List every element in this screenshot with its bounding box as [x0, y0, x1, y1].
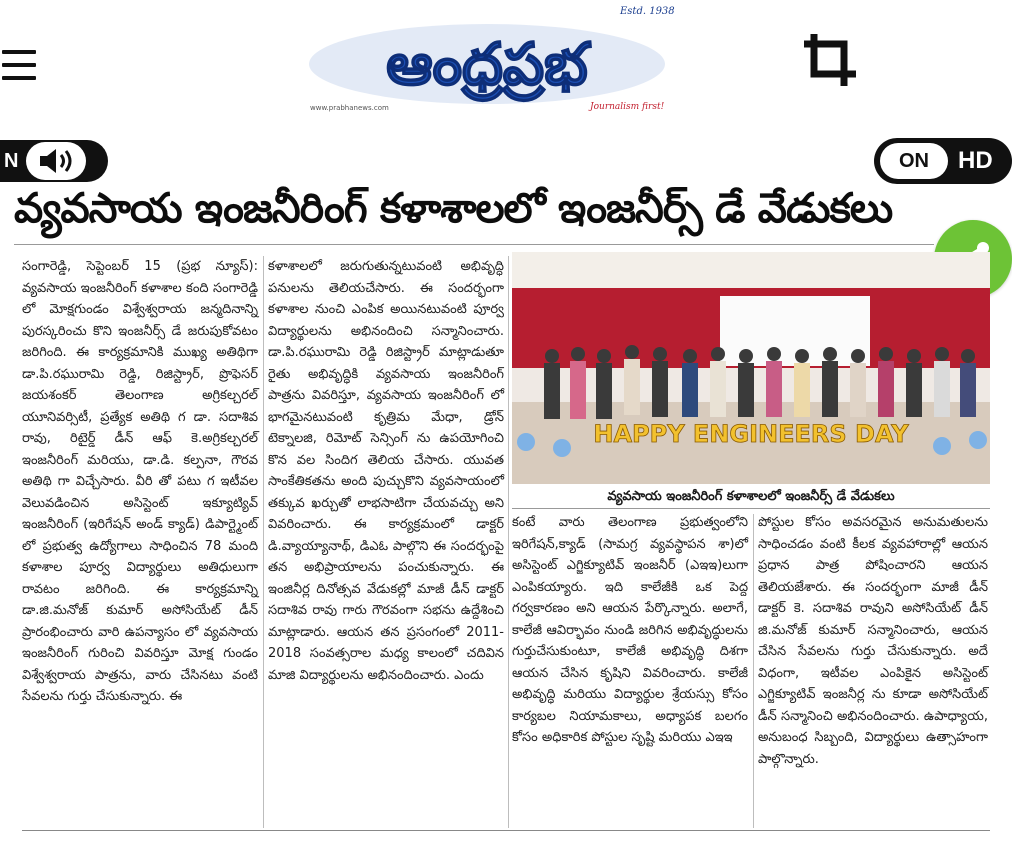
- photo-banner-text: HAPPY ENGINEERS DAY: [593, 420, 909, 448]
- hd-toggle[interactable]: [874, 138, 1012, 184]
- column-1-text: సంగారెడ్డి, సెప్టెంబర్ 15 (ప్రభ న్యూస్): వ్యవసాయ ఇంజనీరింగ్ కళాశాల కంది సంగారెడ్డి లో మోక్షగుండం విశ్వేశ్వరాయ జన్మదినాన్ని పురస్కరించు కొని ఇంజనీర్స్ డే జరుపుకోవటం జరిగింది. ఈ కార్యక్రమానికి ముఖ్య అతిథిగా డా.పి.రఘురామి రెడ్డి, రిజిస్ట్రార్, ప్రొఫెసర్ జయశంకర్ తెలంగాణ అగ్రికల్చరల్ యూనివర్సిటీ, ప్రత్యేక అతిథి గ డా. సదాశివ రావు, రిటైర్డ్ డీన్ ఆఫ్ కె.అగ్రికల్చరల్ ఇంజనీరింగ్ మరియు, డా.డి. కల్పనా, గౌరవ అతిథి గా విచ్చేసారు. వీరి తో పటు గ ఇటీవల వెలువడించిన అసిస్టెంట్ ఇక్యూట్యివ్ ఇంజనీరింగ్ (ఇరిగేషన్ అండ్ క్యాడ్) డిపార్ట్మెంట్ లో ప్రభుత్వ ఉద్యోగాలు సాధించిన 78 మంది కళాశాల పూర్వ విద్యార్థులు అతిధులుగా రావటం జరిగింది. ఈ కార్యక్రమాన్ని డా.జి.మనోజ్ కుమార్ అసోసియేట్ డీన్ ప్రారంభించారు వారి ఉపన్యాసం లో వ్యవసాయ ఇంజనీరింగ్ గురించి వివరిస్తూ మోక్ష గుండం విశ్వేశ్వరాయ పాత్రను, వారు చేసినటు వంటి సేవలను గుర్తు చేసుకున్నారు. ఈ: [22, 259, 258, 704]
- article-column-4: [758, 512, 988, 770]
- column-divider: [263, 256, 264, 828]
- headline-divider: [14, 244, 934, 245]
- column-divider: [753, 514, 754, 828]
- column-3-text: కంటే వారు తెలంగాణ ప్రభుత్వంలోని ఇరిగేషన్,క్యాడ్ (సామగ్ర వ్యవస్థాపన శా)లో అసిస్టెంట్ ఎగ్జిక్యూటివ్ ఇంజనీర్ (ఎఇఇ)లుగా ఎంపికయ్యారు. ఇది కాలేజీకి ఒక పెద్ద గర్వకారణం అని ఆయన పేర్కొన్నారు. అలాగే, కాలేజీ ఆవిర్భావం నుండి జరిగిన అభివృద్ధులను గుర్తుచేసుకుంటూ, కాలేజీ అభివృద్ధి దిశగా ఆయన చేసిన కృషిని వివరించారు. కాలేజీ అభివృద్ధి మరియు విద్యార్థుల శ్రేయస్సు కోసం కార్యబల నియామకాలు, అధ్యాపక బలగం కోసం అధికారిక పోస్టుల సృష్టి మరియు ఎఇఇ: [512, 515, 748, 745]
- column-divider: [508, 256, 509, 828]
- article-column-3: [512, 512, 748, 749]
- crop-icon[interactable]: [800, 30, 860, 90]
- menu-icon[interactable]: [2, 50, 36, 80]
- photo-caption: వ్యవసాయ ఇంజనీరింగ్ కళాశాలలో ఇంజనీర్స్ డే వేడుకలు: [512, 486, 990, 509]
- top-bar: [0, 0, 1012, 130]
- hd-toggle-state: ON: [880, 143, 948, 179]
- article-photo: [512, 252, 990, 484]
- bottom-divider: [22, 830, 990, 831]
- column-2-text: కళాశాలలో జరుగుతున్నటువంటి అభివృద్ధి పనులను తెలియచేసారు. ఈ సందర్భంగా కళాశాల నుంచి ఎంపిక అయినటువంటి పూర్వ విద్యార్థులను అభినందించి సన్మానించారు. డా.పి.రఘురామి రెడ్డి రిజిస్ట్రార్ మాట్లాడుతూ రైతు అభివృద్ధికి వ్యవసాయ ఇంజనీరింగ్ పాత్రను వివరిస్తూ, వ్యవసాయ ఇంజనీరింగ్ లో భాగమైనటువంటి కృత్రిమ మేధా, డ్రోన్ టెక్నాలజి, రిమోట్ సెన్సింగ్ ను ఉపయోగించి కొన వల సిందిగ తెలియ చేసారు. యువత సాంకేతికతను అంది పుచ్చుకొని వ్యవసాయంలో తక్కువ ఖర్చుతో లాభసాటిగా చేయవచ్చు అని వివరించారు. ఈ కార్యక్రమంలో డాక్టర్ డి.వ్యాయ్యానాథ్, డిఎఓ పాల్గొని ఈ సందర్భంపై తన అభిప్రాయాలను పంచుకున్నారు. ఈ ఇంజినీర్ల దినోత్సవ వేడుకల్లో మాజీ డీన్ డాక్టర్ సదాశివ రావు గారు గౌరవంగా సభను ఉద్దేశించి మాట్లాడారు. ఆయన తన ప్రసంగంలో 2011-2018 సంవత్సరాల మధ్య కాలంలో చదివిన మాజి విద్యార్థులను అభినందించారు. ఎందు: [268, 259, 504, 683]
- column-4-text: పోస్టుల కోసం అవసరమైన అనుమతులను సాధించడం వంటి కీలక వ్యవహారాల్లో ఆయన ప్రధాన పాత్ర పోషించారని ఆయన తెలియజేశారు. ఈ సందర్భంగా మాజీ డీన్ డాక్టర్ కె. సదాశివ రావుని అసోసియేట్ డీన్ జి.మనోజ్ కుమార్ సన్మానించారు, ఆయన చేసిన సేవలను గుర్తు చేసుకున్నారు. అదే విధంగా, ఇటీవల ఎంపికైన అసిస్టెంట్ ఎగ్జిక్యూటివ్ ఇంజనీర్ల ను కూడా అసోసియేట్ డీన్ సన్మానించి అభినందించారు. ఉపాధ్యాయ, అనుబంధ సిబ్బంది, విద్యార్థులు ఉత్సాహంగా పాల్గొన్నారు.: [758, 515, 988, 767]
- article-column-2: [268, 256, 504, 686]
- masthead-logo[interactable]: [306, 18, 668, 108]
- masthead-url: www.prabhanews.com: [310, 104, 389, 112]
- article-headline: వ్యవసాయ ఇంజనీరింగ్ కళాశాలలో ఇంజనీర్స్ డే వేడుకలు: [14, 184, 893, 232]
- masthead-tagline: Journalism first!: [590, 102, 665, 112]
- article-column-1: [22, 256, 258, 708]
- speaker-icon: [26, 142, 86, 180]
- established-label: Estd. 1938: [620, 6, 675, 17]
- audio-toggle[interactable]: [0, 140, 108, 182]
- audio-toggle-label: N: [4, 149, 19, 172]
- hd-toggle-label: HD: [958, 147, 993, 174]
- masthead-title: ఆంధ్రప్రభ: [386, 30, 588, 98]
